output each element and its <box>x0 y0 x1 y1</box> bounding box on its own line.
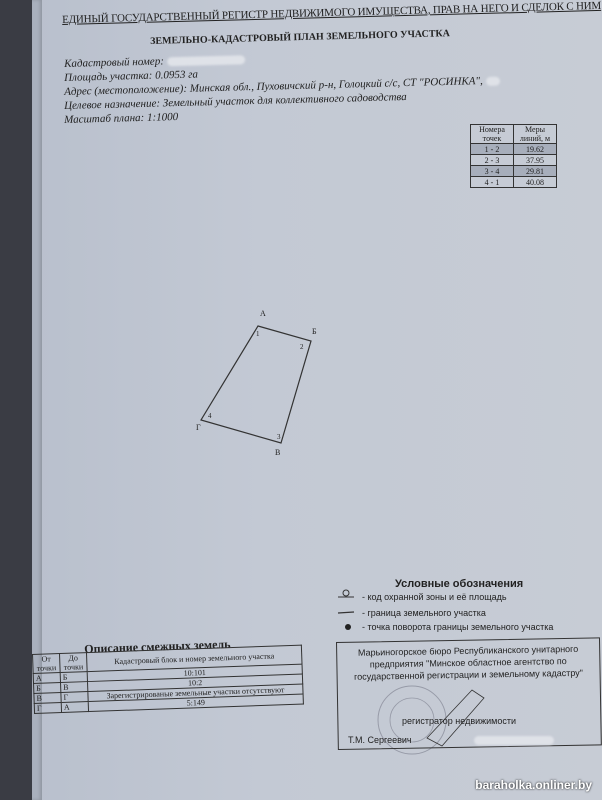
length-header: Меры линий, м <box>514 125 557 144</box>
table-cell: Г <box>34 703 61 714</box>
legend-item-boundary: - граница земельного участка <box>362 608 486 618</box>
table-cell: 5:149 <box>88 694 303 711</box>
zone-code-icon <box>338 590 354 597</box>
table-cell: 37.95 <box>514 155 557 166</box>
scale-label: Масштаб плана: <box>64 111 145 126</box>
area-label: Площадь участка: <box>64 69 153 84</box>
table-cell: В <box>34 693 61 704</box>
table-cell: 40.08 <box>514 177 557 188</box>
point-number-3: 3 <box>277 433 281 441</box>
area-value: 0.0953 га <box>154 68 199 82</box>
neighbors-title: Описание смежных земель <box>84 636 231 656</box>
neighbors-table <box>32 645 304 714</box>
table-cell: А <box>61 702 88 713</box>
address-value: Минская обл., Пуховичский р-н, Голоцкий с/с, СТ "РОСИНКА", <box>189 75 483 95</box>
point-number-2: 2 <box>300 343 304 351</box>
plot-boundary <box>201 326 311 443</box>
table-cell: 2 - 3 <box>471 155 514 166</box>
corner-letter-g: Г <box>196 423 201 432</box>
table-cell: Б <box>34 683 61 694</box>
plan-title: ЗЕМЕЛЬНО-КАДАСТРОВЫЙ ПЛАН ЗЕМЕЛЬНОГО УЧАСТКА <box>150 28 451 47</box>
table-cell: 3 - 4 <box>471 166 514 177</box>
table-cell: 4 - 1 <box>471 177 514 188</box>
redacted-signature <box>474 736 554 745</box>
legend-item-zone: - код охранной зоны и её площадь <box>362 592 507 602</box>
document-page <box>32 0 602 800</box>
registry-header: ЕДИНЫЙ ГОСУДАРСТВЕННЫЙ РЕГИСТР НЕДВИЖИМОГО ИМУЩЕСТВА, ПРАВ НА НЕГО И СДЕЛОК С НИМ <box>62 0 602 26</box>
desc-header: Кадастровый блок и номер земельного участка <box>86 645 302 671</box>
legend-title: Условные обозначения <box>395 578 524 590</box>
signer-line <box>348 735 554 745</box>
corner-letter-b: Б <box>312 327 317 336</box>
points-header: Номера точек <box>471 125 514 144</box>
table-cell: 1 - 2 <box>471 144 514 155</box>
boundary-line-icon <box>338 612 354 613</box>
corner-letter-v: В <box>275 448 281 457</box>
to-header: До точки <box>60 653 88 673</box>
table-cell: В <box>61 682 88 693</box>
point-number-1: 1 <box>256 330 260 338</box>
table-cell: 19.62 <box>514 144 557 155</box>
address-label: Адрес (местоположение): <box>64 82 188 98</box>
registrar-title: регистратор недвижимости <box>402 716 517 726</box>
point-number-4: 4 <box>208 412 212 420</box>
turn-point-icon <box>345 624 351 630</box>
from-header: От точки <box>33 654 61 674</box>
legend-item-turn-point: - точка поворота границы земельного участка <box>362 622 554 632</box>
signer-name: Т.М. Сергеевич <box>348 735 412 745</box>
organization-name: Марьиногорское бюро Республиканского унитарного предприятия "Минское областное агентство по государственной регистрации и земельному кадастру" <box>354 643 583 682</box>
table-cell: Б <box>60 672 87 683</box>
cadastral-label: Кадастровый номер: <box>64 55 165 70</box>
table-cell: Г <box>61 692 88 703</box>
table-cell: А <box>33 673 60 684</box>
purpose-value: Земельный участок для коллективного садоводства <box>162 91 407 110</box>
site-watermark: baraholka.onliner.by <box>475 778 592 792</box>
scale-value: 1:1000 <box>146 111 179 124</box>
table-cell: 10:2 <box>87 674 302 691</box>
table-cell: 29.81 <box>514 166 557 177</box>
table-cell: 10:101 <box>87 664 302 681</box>
table-cell: Зарегистрированые земельные участки отсутствуют <box>88 684 303 701</box>
purpose-label: Целевое назначение: <box>64 97 161 112</box>
corner-letter-a: А <box>260 309 266 318</box>
